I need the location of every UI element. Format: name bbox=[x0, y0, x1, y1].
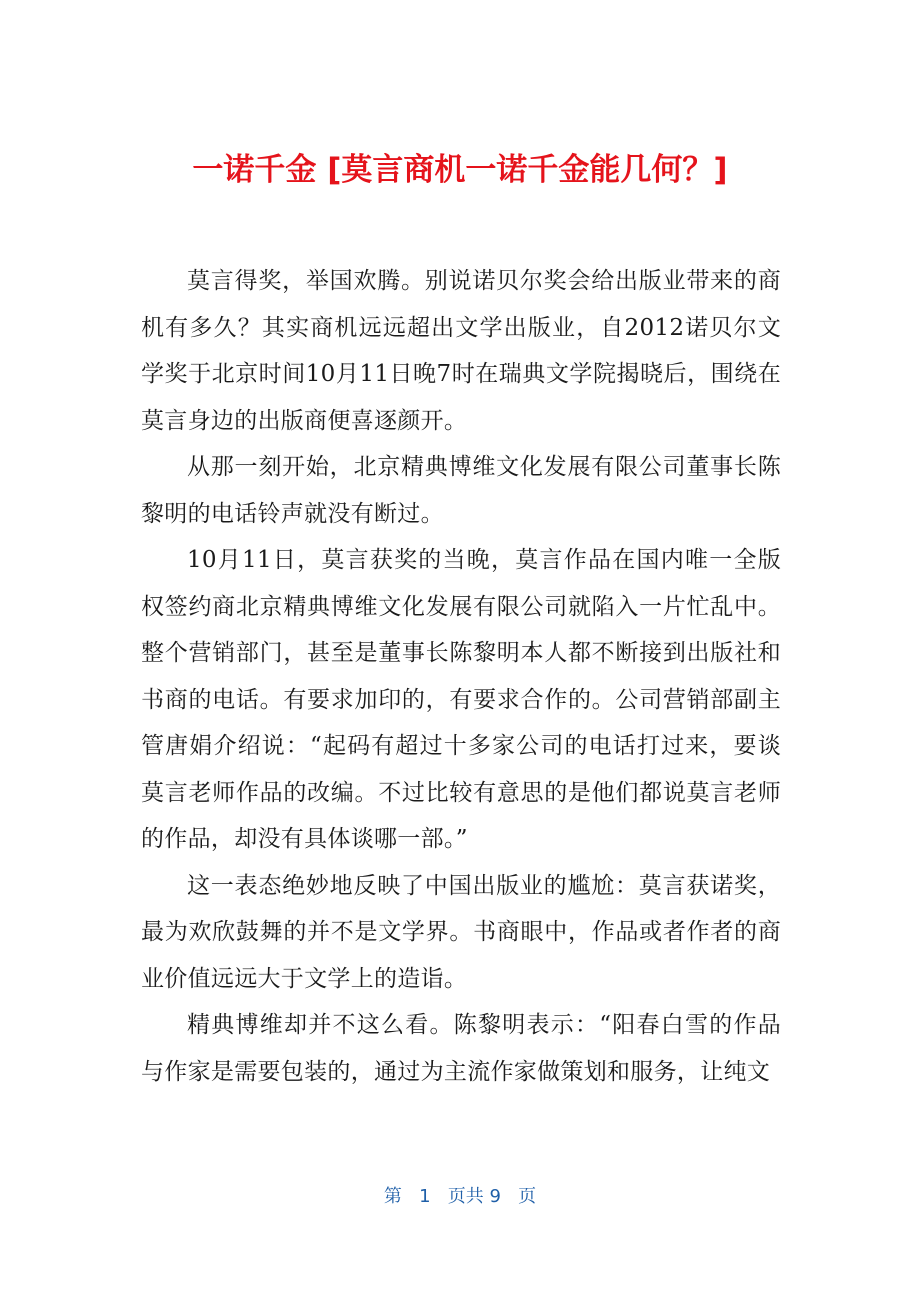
paragraph-2: 从那一刻开始，北京精典博维文化发展有限公司董事长陈黎明的电话铃声就没有断过。 bbox=[141, 454, 781, 527]
footer-page-total: 9 bbox=[489, 1186, 501, 1207]
paragraph-3: 10月11日，莫言获奖的当晚，莫言作品在国内唯一全版权签约商北京精典博维文化发展有限公司就陷入一片忙乱中。整个营销部门，甚至是董事长陈黎明本人都不断接到出版社和书商的电话。有要求加印的，有要求合作的。公司营销部副主管唐娟介绍说：“起码有超过十多家公司的电话打过来，要谈莫言老师作品的改编。不过比较有意思的是他们都说莫言老师的作品，却没有具体谈哪一部。” bbox=[141, 547, 781, 852]
paragraph-1: 莫言得奖，举国欢腾。别说诺贝尔奖会给出版业带来的商机有多久？其实商机远远超出文学出版业，自2012诺贝尔文学奖于北京时间10月11日晚7时在瑞典文学院揭晓后，围绕在莫言身边的出版商便喜逐颜开。 bbox=[141, 268, 781, 434]
document-title: 一诺千金 [莫言商机一诺千金能几何？] bbox=[192, 152, 728, 188]
footer-prefix: 第 bbox=[383, 1186, 402, 1207]
paragraph-4: 这一表态绝妙地反映了中国出版业的尴尬：莫言获诺奖，最为欢欣鼓舞的并不是文学界。书商眼中，作品或者作者的商业价值远远大于文学上的造诣。 bbox=[141, 872, 781, 992]
footer-suffix: 页 bbox=[518, 1186, 537, 1207]
page-footer bbox=[0, 1183, 920, 1211]
footer-middle: 页共 bbox=[447, 1186, 484, 1207]
paragraph-5: 精典博维却并不这么看。陈黎明表示：“阳春白雪的作品与作家是需要包装的，通过为主流作家做策划和服务，让纯文 bbox=[141, 1012, 781, 1085]
footer-page-current: 1 bbox=[419, 1186, 431, 1207]
document-body bbox=[141, 258, 781, 1095]
